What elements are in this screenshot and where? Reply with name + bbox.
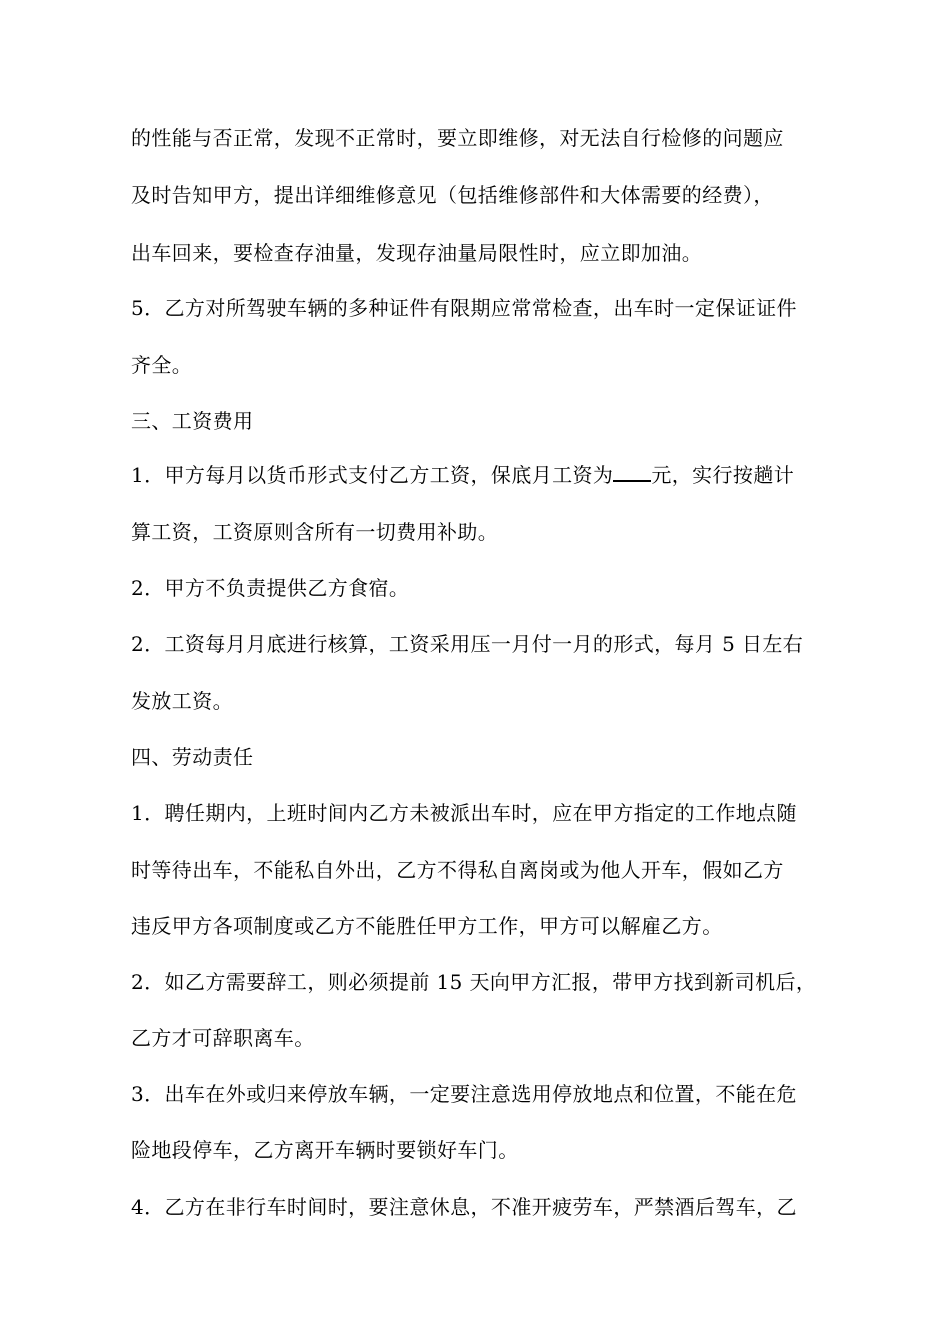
text-line: 违反甲方各项制度或乙方不能胜任甲方工作，甲方可以解雇乙方。 <box>131 914 723 938</box>
text-line-with-blank <box>131 462 871 488</box>
text-line: 的性能与否正常，发现不正常时，要立即维修，对无法自行检修的问题应 <box>131 126 784 150</box>
salary-blank <box>613 480 651 482</box>
text-segment: 1．甲方每月以货币形式支付乙方工资，保底月工资为 <box>131 463 614 487</box>
text-line: 算工资，工资原则含所有一切费用补助。 <box>131 520 499 544</box>
text-line: 时等待出车，不能私自外出，乙方不得私自离岗或为他人开车，假如乙方 <box>131 858 784 882</box>
text-line: 齐全。 <box>131 353 193 377</box>
text-line: 5．乙方对所驾驶车辆的多种证件有限期应常常检查，出车时一定保证证件 <box>131 296 797 320</box>
text-line: 3．出车在外或归来停放车辆，一定要注意选用停放地点和位置，不能在危 <box>131 1082 797 1106</box>
section-heading: 三、工资费用 <box>131 409 254 433</box>
text-line: 及时告知甲方，提出详细维修意见（包括维修部件和大体需要的经费）， <box>131 183 774 207</box>
text-line: 发放工资。 <box>131 689 233 713</box>
text-line: 出车回来，要检查存油量，发现存油量局限性时，应立即加油。 <box>131 241 703 265</box>
text-line: 2．如乙方需要辞工，则必须提前 15 天向甲方汇报，带甲方找到新司机后， <box>131 970 817 994</box>
text-line: 2．工资每月月底进行核算，工资采用压一月付一月的形式，每月 5 日左右 <box>131 632 804 656</box>
text-line: 乙方才可辞职离车。 <box>131 1026 315 1050</box>
text-segment: 元，实行按趟计 <box>651 463 795 487</box>
section-heading: 四、劳动责任 <box>131 745 254 769</box>
text-line: 险地段停车，乙方离开车辆时要锁好车门。 <box>131 1138 519 1162</box>
text-line: 4．乙方在非行车时间时，要注意休息，不准开疲劳车，严禁酒后驾车，乙 <box>131 1195 797 1219</box>
text-line: 2．甲方不负责提供乙方食宿。 <box>131 576 410 600</box>
text-line: 1．聘任期内，上班时间内乙方未被派出车时，应在甲方指定的工作地点随 <box>131 801 797 825</box>
